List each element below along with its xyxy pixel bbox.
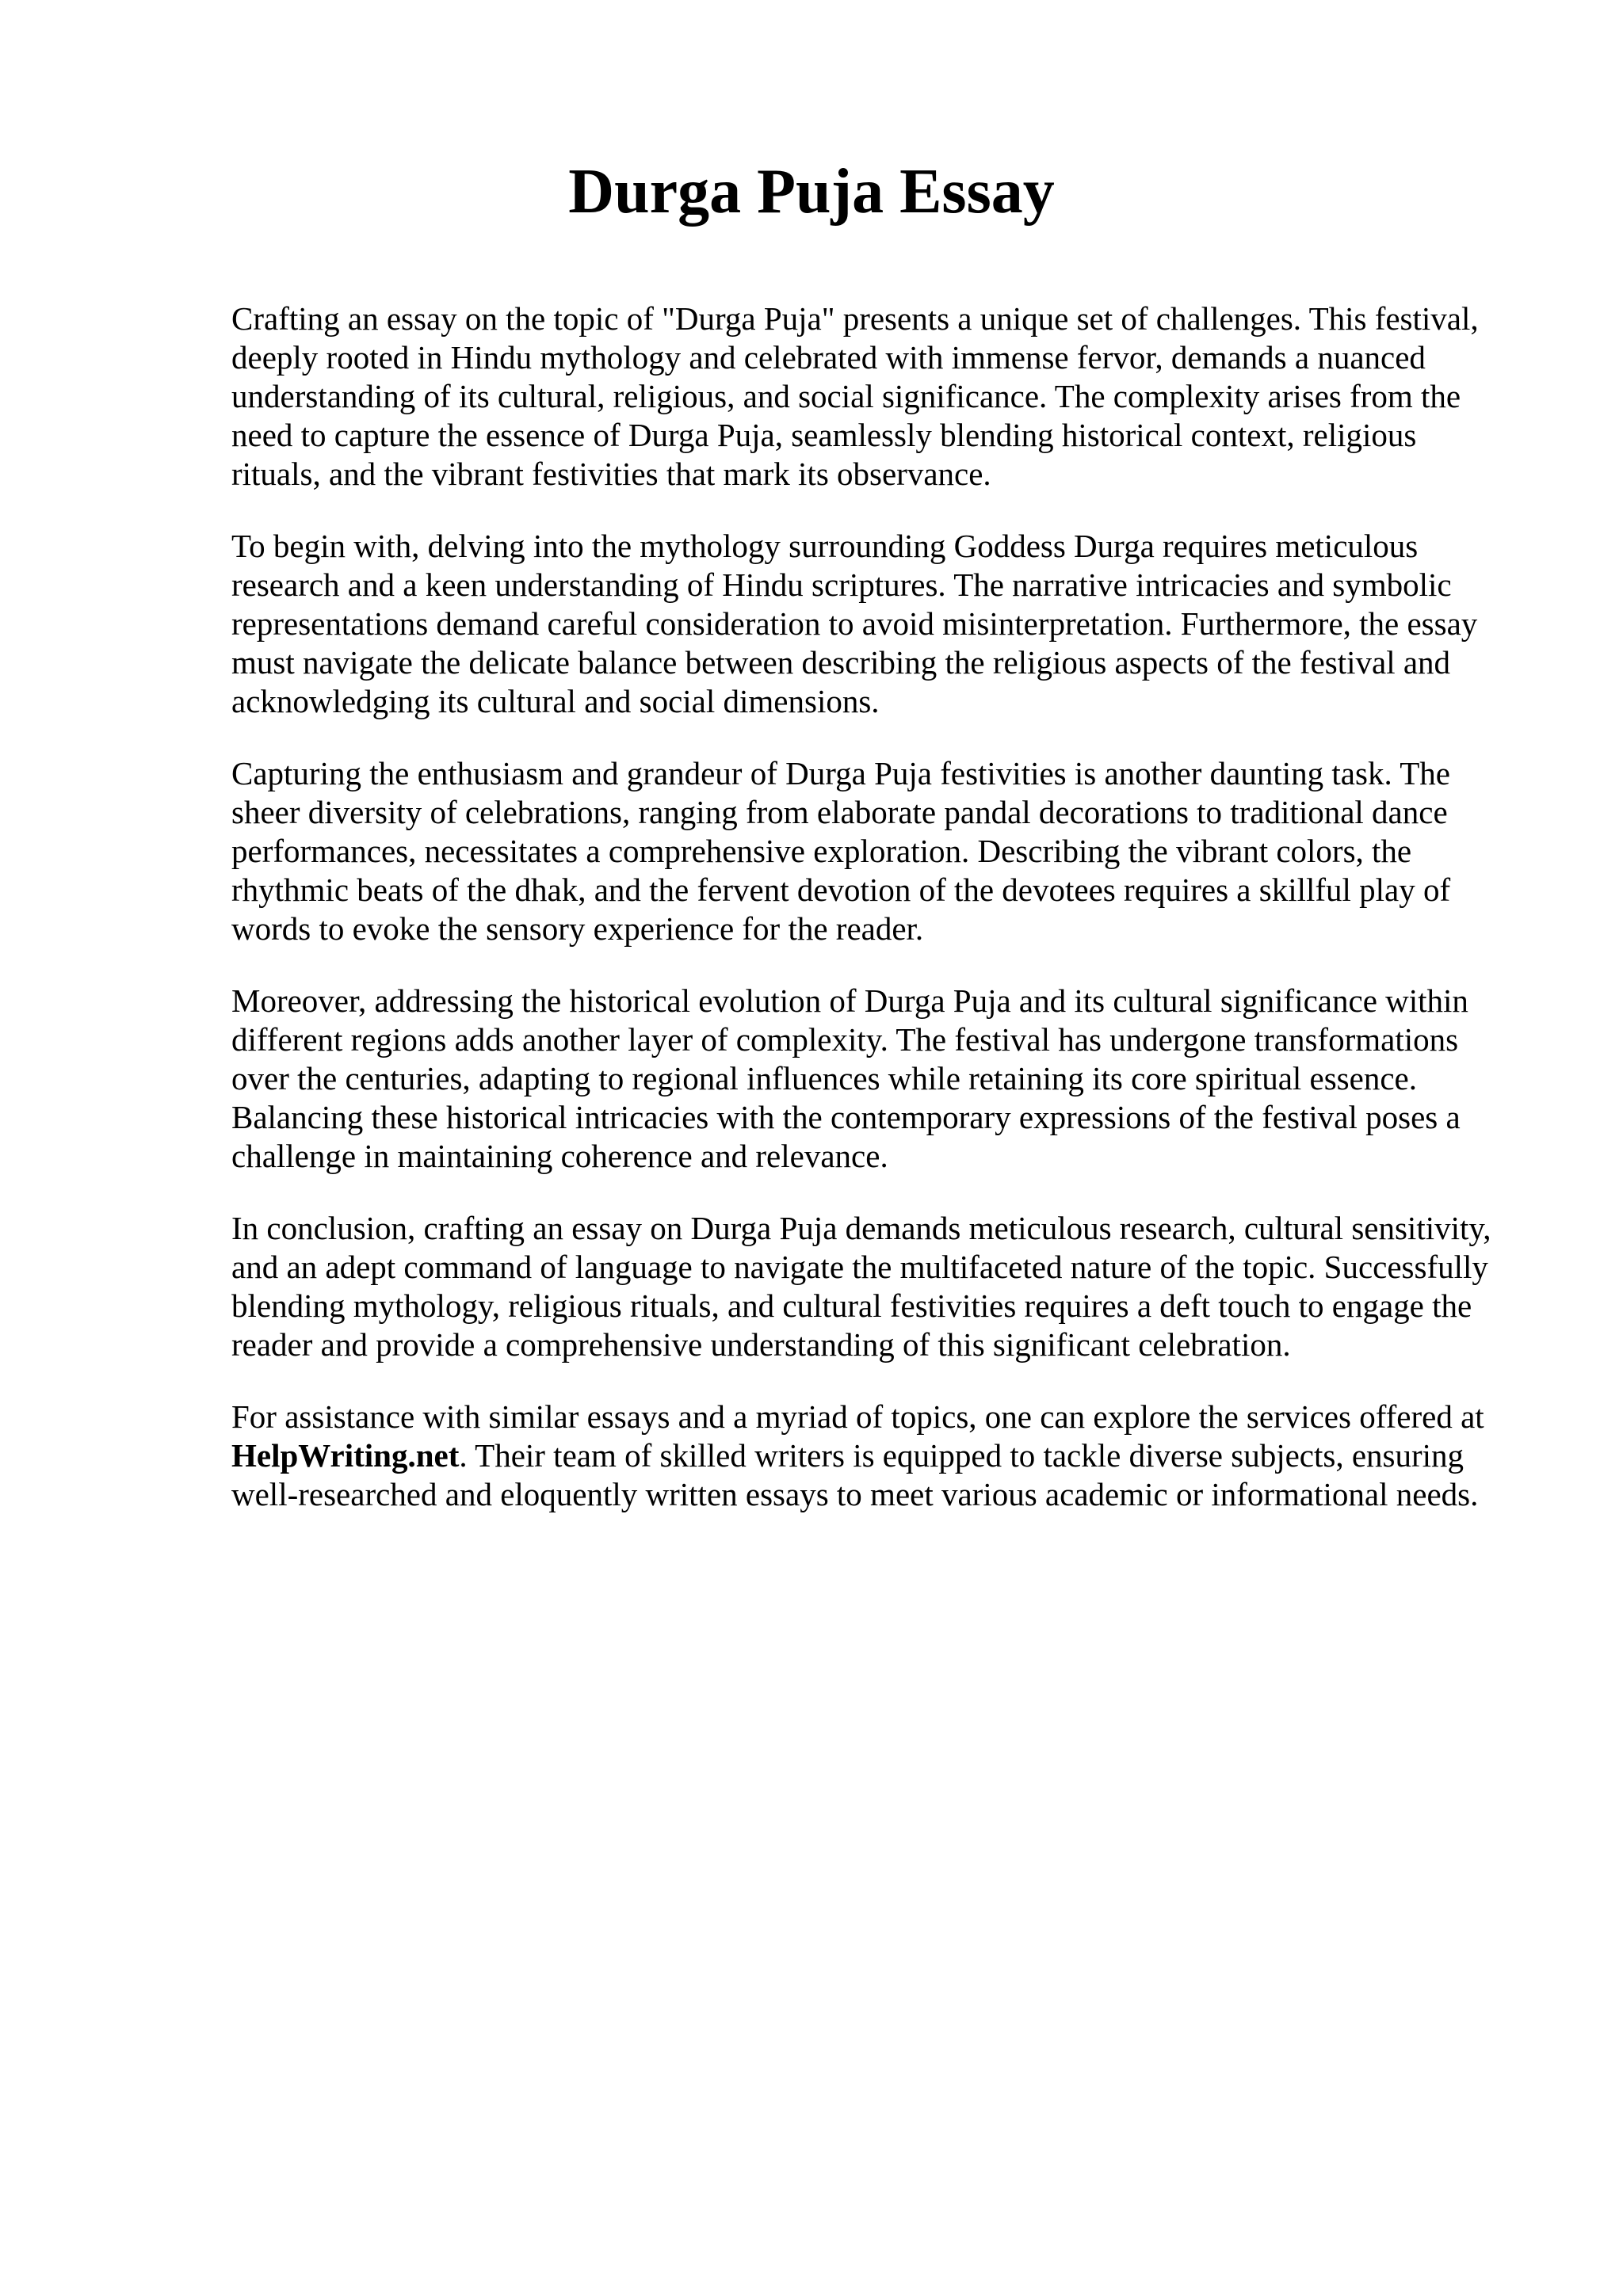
helpwriting-link[interactable]: HelpWriting.net (231, 1437, 460, 1474)
paragraph-line: To begin with, delving into the mythology surrounding Goddess Durga requires meticulous (231, 528, 1419, 564)
closing-paragraph (231, 1398, 1515, 1514)
paragraph-line: deeply rooted in Hindu mythology and celebrated with immense fervor, demands a nuanced (231, 339, 1426, 376)
paragraph-line: In conclusion, crafting an essay on Durga Puja demands meticulous research, cultural sensitivity, (231, 1210, 1491, 1246)
paragraph-line: understanding of its cultural, religious, and social significance. The complexity arises from the (231, 378, 1461, 414)
essay-body (231, 299, 1515, 1547)
paragraph-3 (231, 754, 1515, 948)
paragraph-line: performances, necessitates a comprehensive exploration. Describing the vibrant colors, the (231, 833, 1412, 869)
paragraph-line: words to evoke the sensory experience for the reader. (231, 910, 924, 947)
paragraph-line: sheer diversity of celebrations, ranging from elaborate pandal decorations to traditional dance (231, 794, 1448, 830)
paragraph-line: challenge in maintaining coherence and relevance. (231, 1138, 888, 1174)
paragraph-line: rituals, and the vibrant festivities that mark its observance. (231, 456, 991, 492)
closing-line-2-text: . Their team of skilled writers is equipped to tackle diverse subjects, ensuring (459, 1437, 1465, 1474)
paragraph-5 (231, 1209, 1515, 1364)
paragraph-line: Moreover, addressing the historical evolution of Durga Puja and its cultural significance within (231, 982, 1468, 1019)
paragraph-line: need to capture the essence of Durga Puja, seamlessly blending historical context, religious (231, 417, 1417, 453)
paragraph-line: reader and provide a comprehensive understanding of this significant celebration. (231, 1326, 1291, 1363)
paragraph-line (231, 1436, 1515, 1475)
paragraph-line: must navigate the delicate balance between describing the religious aspects of the festival and (231, 644, 1451, 681)
paragraph-line: For assistance with similar essays and a myriad of topics, one can explore the services offered at (231, 1398, 1484, 1435)
paragraph-2 (231, 527, 1515, 721)
paragraph-4 (231, 982, 1515, 1176)
paragraph-line: rhythmic beats of the dhak, and the fervent devotion of the devotees requires a skillful play of (231, 871, 1451, 908)
paragraph-line: well-researched and eloquently written essays to meet various academic or informational needs. (231, 1476, 1479, 1512)
page-title: Durga Puja Essay (568, 157, 1055, 227)
paragraph-line: blending mythology, religious rituals, and cultural festivities requires a deft touch to engage the (231, 1287, 1472, 1324)
paragraph-line: representations demand careful consideration to avoid misinterpretation. Furthermore, the essay (231, 605, 1478, 642)
paragraph-line: and an adept command of language to navigate the multifaceted nature of the topic. Successfully (231, 1249, 1488, 1285)
paragraph-line: Capturing the enthusiasm and grandeur of Durga Puja festivities is another daunting task. The (231, 755, 1450, 791)
paragraph-line: acknowledging its cultural and social dimensions. (231, 683, 880, 719)
paragraph-line: over the centuries, adapting to regional influences while retaining its core spiritual essence. (231, 1060, 1417, 1097)
paragraph-line: Balancing these historical intricacies with the contemporary expressions of the festival poses a (231, 1099, 1461, 1135)
paragraph-line: different regions adds another layer of complexity. The festival has undergone transformations (231, 1021, 1459, 1058)
paragraph-line: Crafting an essay on the topic of "Durga Puja" presents a unique set of challenges. This festival, (231, 300, 1479, 337)
paragraph-1 (231, 299, 1515, 494)
paragraph-line: research and a keen understanding of Hindu scriptures. The narrative intricacies and symbolic (231, 566, 1452, 603)
